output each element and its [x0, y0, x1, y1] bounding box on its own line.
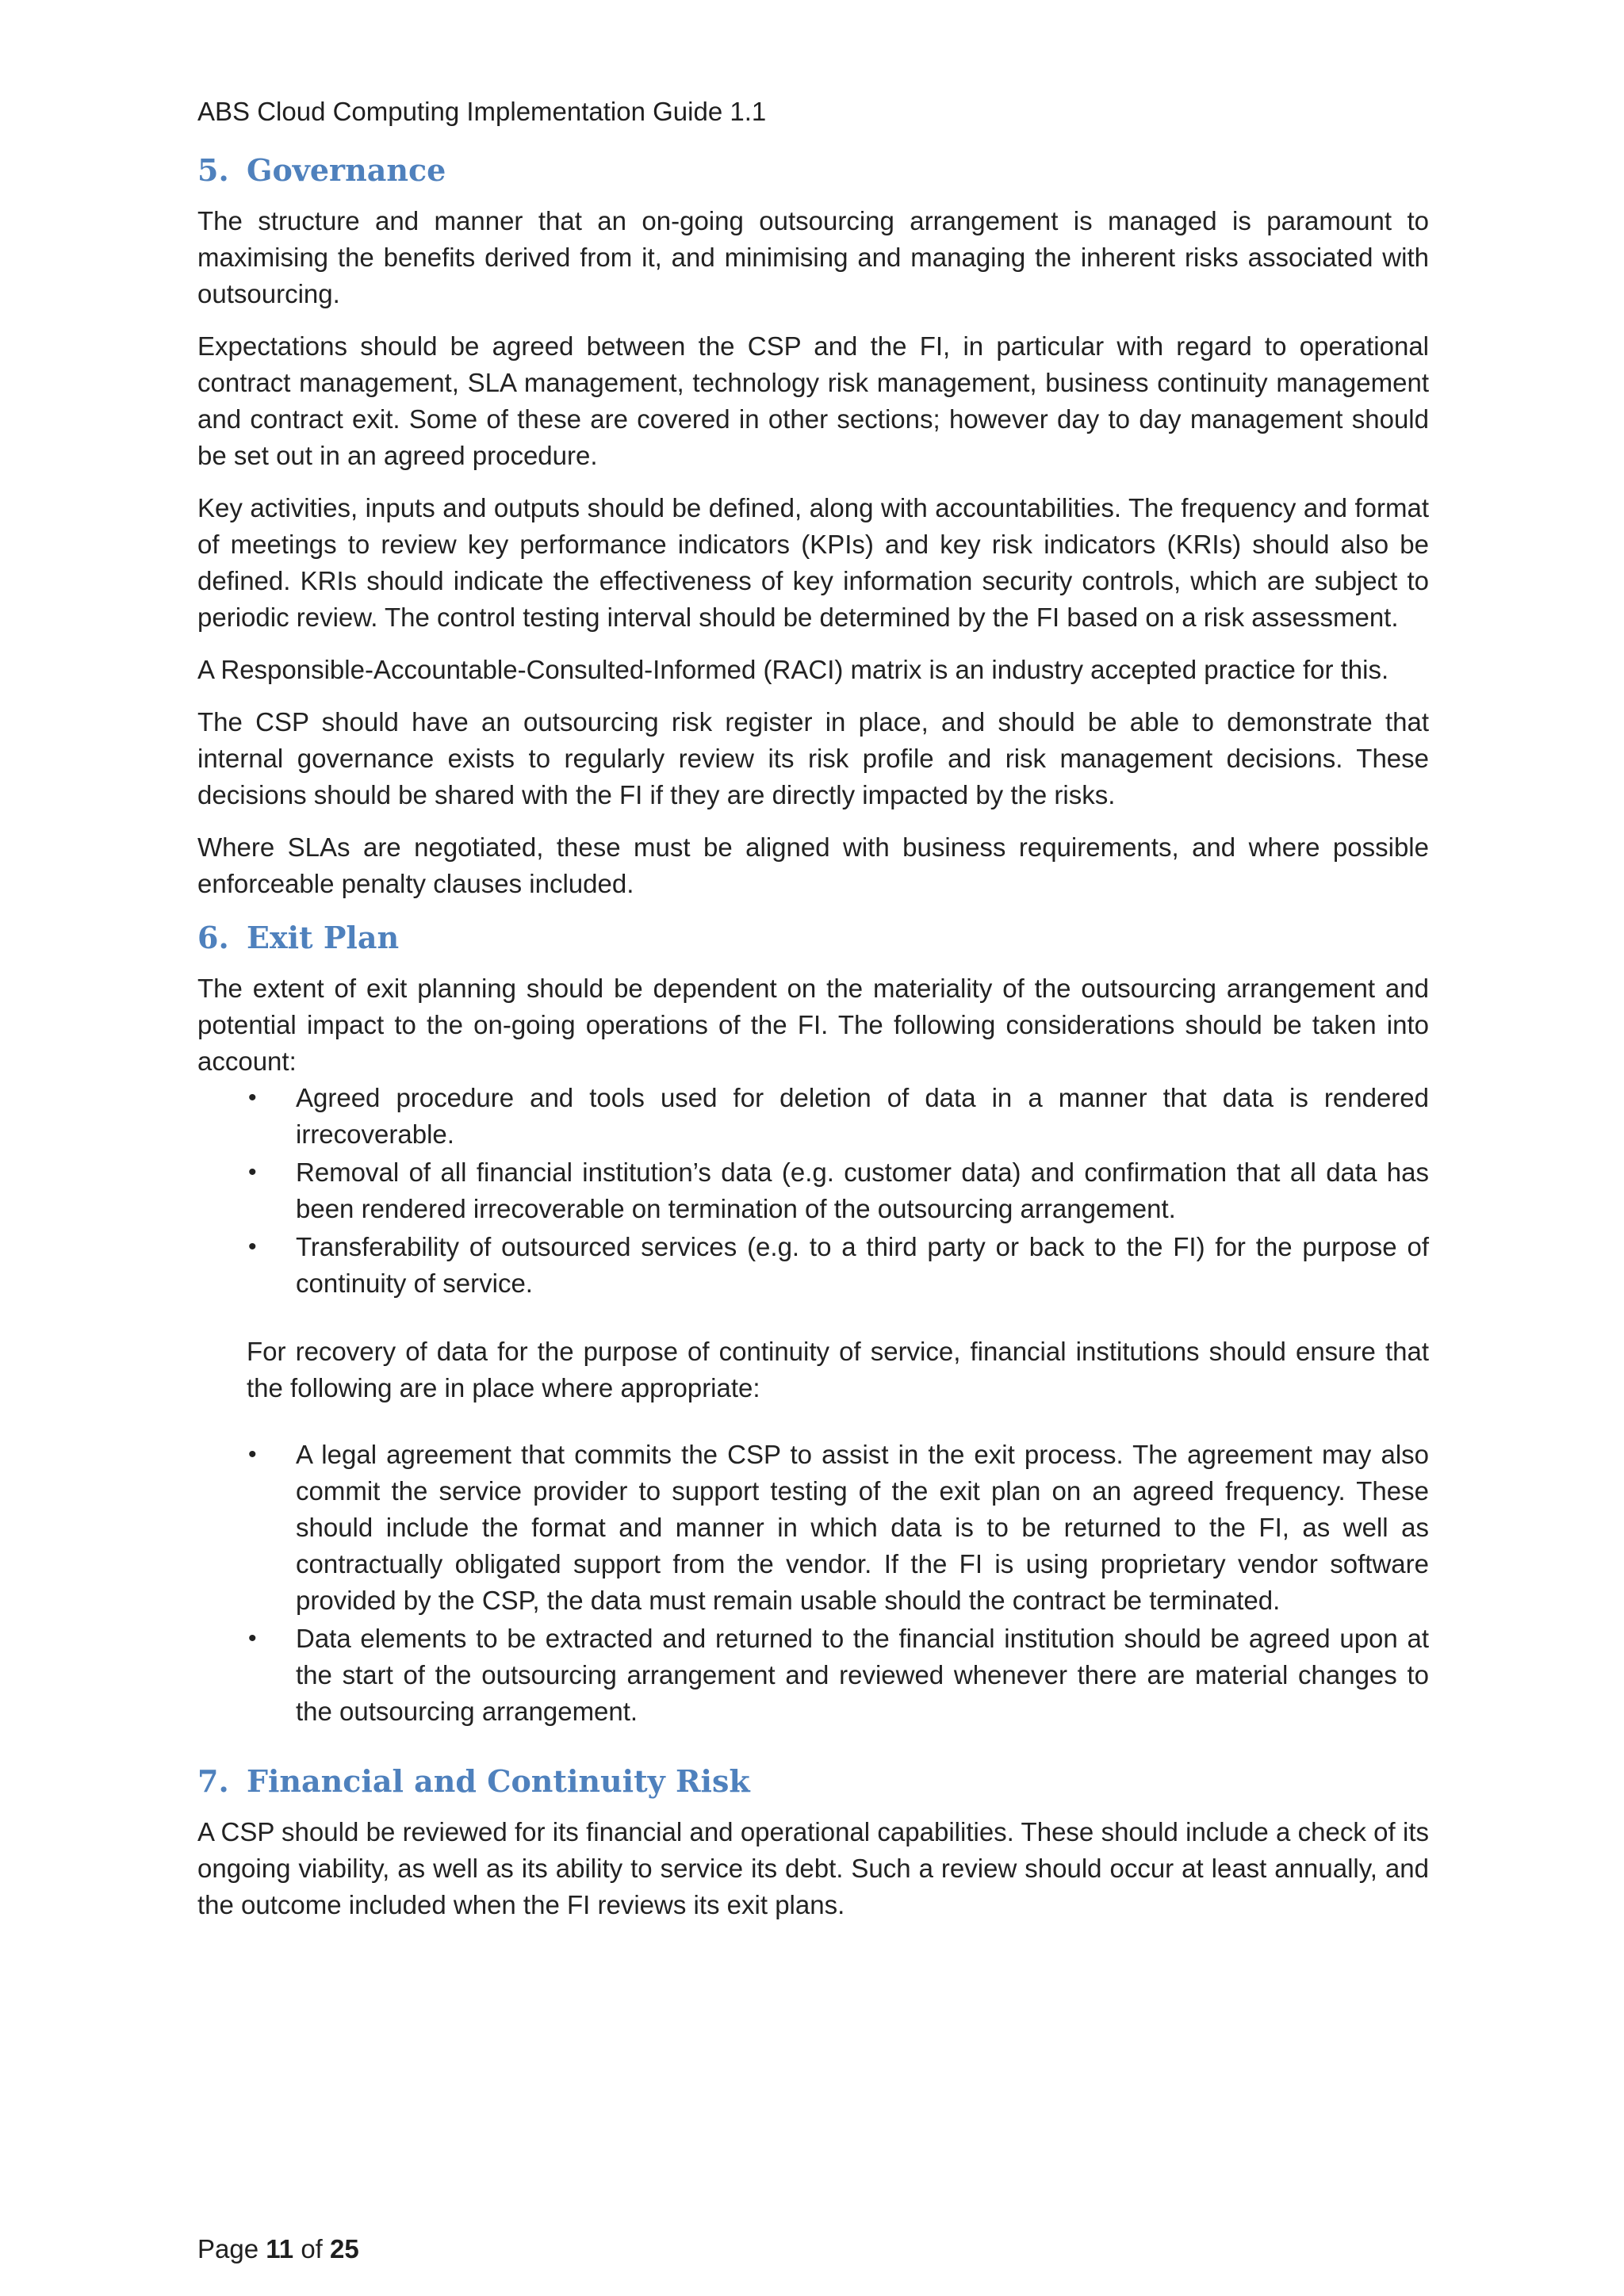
recovery-requirements-list [197, 1437, 1429, 1730]
section-heading-exit-plan [197, 918, 1429, 958]
list-item [197, 1621, 1429, 1730]
page-content [197, 94, 1429, 1939]
list-item-text: Agreed procedure and tools used for deletion of data in a manner that data is rendered irrecoverable. [296, 1083, 1429, 1149]
section-title: Financial and Continuity Risk [247, 1763, 750, 1799]
paragraph: A Responsible-Accountable-Consulted-Informed (RACI) matrix is an industry accepted practice for this. [197, 655, 1389, 684]
list-item-text: Transferability of outsourced services (e.g. to a third party or back to the FI) for the purpose of continuity of service. [296, 1232, 1429, 1298]
section-title: Exit Plan [247, 920, 400, 955]
bullet-icon: • [248, 1441, 257, 1468]
list-item [197, 1437, 1429, 1619]
bullet-icon: • [248, 1159, 257, 1185]
list-item-text: A legal agreement that commits the CSP to assist in the exit process. The agreement may also commit the service provider to support testing of the exit plan on an agreed frequency. These should include the format and manner in which data is to be returned to the FI, as well as contractually obligated support from the vendor. If the FI is using proprietary vendor software provided by the CSP, the data must remain usable should the contract be terminated. [296, 1440, 1429, 1615]
indented-paragraph: For recovery of data for the purpose of continuity of service, financial institutions should ensure that the following are in place where appropriate: [247, 1337, 1429, 1402]
section-heading-financial-continuity-risk [197, 1762, 1429, 1801]
paragraph: The extent of exit planning should be dependent on the materiality of the outsourcing arrangement and potential impact to the on-going operations of the FI. The following considerations should be taken into account: [197, 974, 1429, 1076]
exit-considerations-list [197, 1080, 1429, 1302]
bullet-icon: • [248, 1234, 257, 1260]
section-number: 7. [197, 1763, 229, 1799]
paragraph: The CSP should have an outsourcing risk register in place, and should be able to demonstrate that internal governance exists to regularly review its risk profile and risk management decisions. These decisions should be shared with the FI if they are directly impacted by the risks. [197, 707, 1429, 809]
page-footer [197, 2231, 359, 2267]
total-pages: 25 [330, 2234, 359, 2263]
section-heading-governance [197, 151, 1429, 190]
list-item-text: Removal of all financial institution’s data (e.g. customer data) and confirmation that all data has been rendered irrecoverable on termination of the outsourcing arrangement. [296, 1158, 1429, 1223]
list-item [197, 1154, 1429, 1227]
paragraph: A CSP should be reviewed for its financial and operational capabilities. These should include a check of its ongoing viability, as well as its ability to service its debt. Such a review should occur at least annually, and the outcome included when the FI reviews its exit plans. [197, 1817, 1429, 1919]
running-header: ABS Cloud Computing Implementation Guide 1.1 [197, 97, 767, 126]
page-word: Page [197, 2234, 259, 2263]
section-title: Governance [247, 152, 446, 188]
of-word: of [301, 2234, 323, 2263]
paragraph: The structure and manner that an on-going outsourcing arrangement is managed is paramount to maximising the benefits derived from it, and minimising and managing the inherent risks associated with outsourcing. [197, 206, 1429, 308]
list-item-text: Data elements to be extracted and returned to the financial institution should be agreed upon at the start of the outsourcing arrangement and reviewed whenever there are material changes to the outsourcing arrangement. [296, 1624, 1429, 1726]
paragraph: Key activities, inputs and outputs should be defined, along with accountabilities. The frequency and format of meetings to review key performance indicators (KPIs) and key risk indicators (KRIs) should also be defined. KRIs should indicate the effectiveness of key information security controls, which are subject to periodic review. The control testing interval should be determined by the FI based on a risk assessment. [197, 493, 1429, 632]
paragraph: Where SLAs are negotiated, these must be aligned with business requirements, and where possible enforceable penalty clauses included. [197, 832, 1429, 898]
section-number: 6. [197, 920, 229, 955]
paragraph: Expectations should be agreed between the CSP and the FI, in particular with regard to operational contract management, SLA management, technology risk management, business continuity management and contract exit. Some of these are covered in other sections; however day to day management should be set out in an agreed procedure. [197, 331, 1429, 470]
page-number: 11 [266, 2234, 294, 2263]
bullet-icon: • [248, 1085, 257, 1111]
list-item [197, 1229, 1429, 1302]
section-number: 5. [197, 152, 229, 188]
list-item [197, 1080, 1429, 1153]
bullet-icon: • [248, 1625, 257, 1651]
